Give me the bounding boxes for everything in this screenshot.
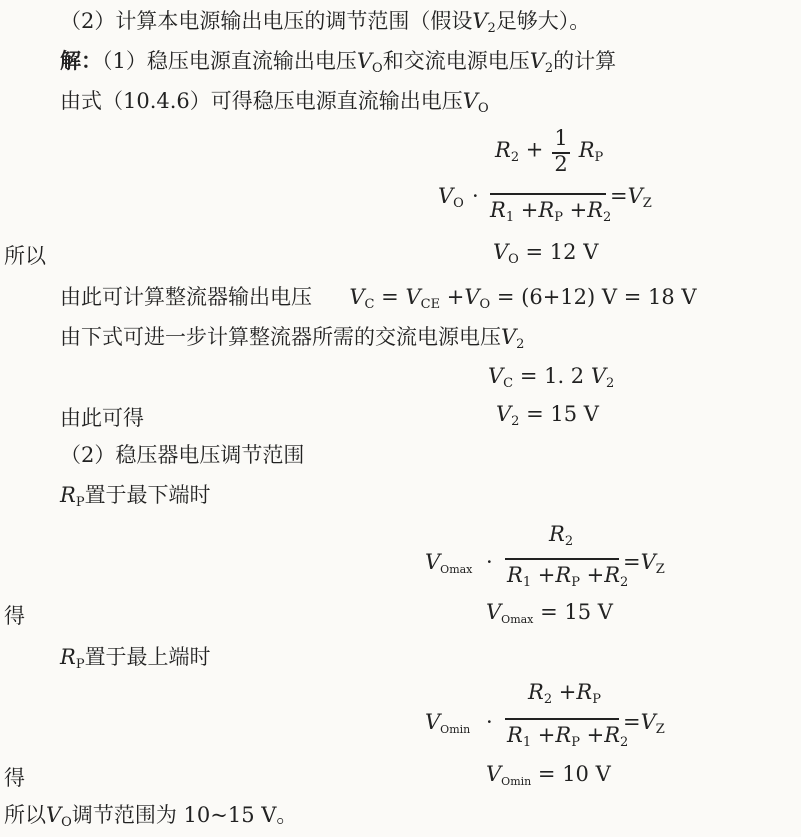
fraction-bar <box>505 558 619 560</box>
vomin-symbol: $V_{Omin}$ <box>425 710 471 736</box>
fraction-denominator: $R_1 +R_P +R_2$ <box>507 723 629 750</box>
fraction-denominator: $R_1 +R_P +R_2$ <box>507 563 629 590</box>
one-half: $\frac{1}{2}$ <box>550 128 572 174</box>
vo-symbol: $V_O$ <box>438 184 464 211</box>
v2-symbol: $V_2$ <box>529 49 554 76</box>
fraction-bar <box>505 718 619 720</box>
equals-vz: $=V_Z$ <box>623 550 665 577</box>
rectifier-output-text: 由此可计算整流器输出电压 <box>60 285 312 309</box>
solution-text-c: 的计算 <box>553 49 617 73</box>
v2-result: $V_2 = 15$ V <box>496 402 599 429</box>
question-text-end: 足够大）。 <box>495 9 591 33</box>
rp-bottom-text: 置于最下端时 <box>84 483 211 507</box>
rp-top-text: 置于最上端时 <box>84 645 211 669</box>
dot-operator: · <box>472 184 479 208</box>
therefore-label: 所以 <box>4 244 46 268</box>
conclusion-line: 所以$V_O$调节范围为 10~15 V。 <box>4 803 298 830</box>
rp-bottom-line: $R_P$置于最下端时 <box>60 483 211 510</box>
solution-line <box>60 48 616 74</box>
question-line <box>60 8 590 34</box>
fraction-bar <box>490 193 606 195</box>
equals-vz: $=V_Z$ <box>623 710 665 737</box>
vomax-result: $V_{Omax} = 15$ V <box>486 600 613 626</box>
solution-text-a: （1）稳压电源直流输出电压 <box>102 49 357 73</box>
rectifier-output-value: = (6+12) V = 18 V <box>496 285 697 309</box>
rp-top-line: $R_P$置于最上端时 <box>60 645 211 672</box>
conclusion-prefix: 所以 <box>4 803 46 827</box>
vomin-result: $V_{Omin} = 10$ V <box>486 762 611 788</box>
dot-operator: · <box>486 710 493 734</box>
vo-symbol: $V_O$ <box>356 49 383 76</box>
fraction-numerator: $R_2$ + $\frac{1}{2}$ $R_P$ <box>495 126 604 176</box>
fraction-numerator: $R_2$ <box>549 522 574 549</box>
vc-equation: $V_C = 1$. 2 $V_2$ <box>488 364 615 391</box>
rectifier-output-line: 由此可计算整流器输出电压 $V_C = V_{CE} +V_O = (6+12) V = 18$ V <box>60 285 697 312</box>
fraction-numerator: $R_2 +R_P$ <box>528 680 601 707</box>
hence-label: 得 <box>4 766 25 790</box>
vomax-symbol: $V_{Omax}$ <box>425 550 473 576</box>
fraction-denominator: $R_1 +R_P +R_2$ <box>490 198 612 225</box>
vo-result: $V_O = 12$ V <box>493 240 599 267</box>
equals-vz: $=V_Z$ <box>610 184 652 211</box>
hence-label: 得 <box>4 604 25 628</box>
ac-voltage-text: 由下式可进一步计算整流器所需的交流电源电压 <box>60 325 501 349</box>
derivation-text: 由式（10.4.6）可得稳压电源直流输出电压 <box>60 89 463 113</box>
vo-symbol: $V_O$ <box>462 89 489 116</box>
hence-label: 由此可得 <box>60 406 144 430</box>
range-heading: （2）稳压器电压调节范围 <box>60 443 305 467</box>
dot-operator: · <box>486 550 493 574</box>
conclusion-text: 调节范围为 10~15 V。 <box>71 803 298 827</box>
solution-text-b: 和交流电源电压 <box>382 49 530 73</box>
v2-symbol: $V_2$ <box>472 9 496 36</box>
question-text: （2）计算本电源输出电压的调节范围（假设 <box>60 9 473 33</box>
solution-label: 解： <box>60 48 102 73</box>
derivation-line <box>60 88 489 114</box>
ac-voltage-line: 由下式可进一步计算整流器所需的交流电源电压$V_2$ <box>60 325 525 352</box>
